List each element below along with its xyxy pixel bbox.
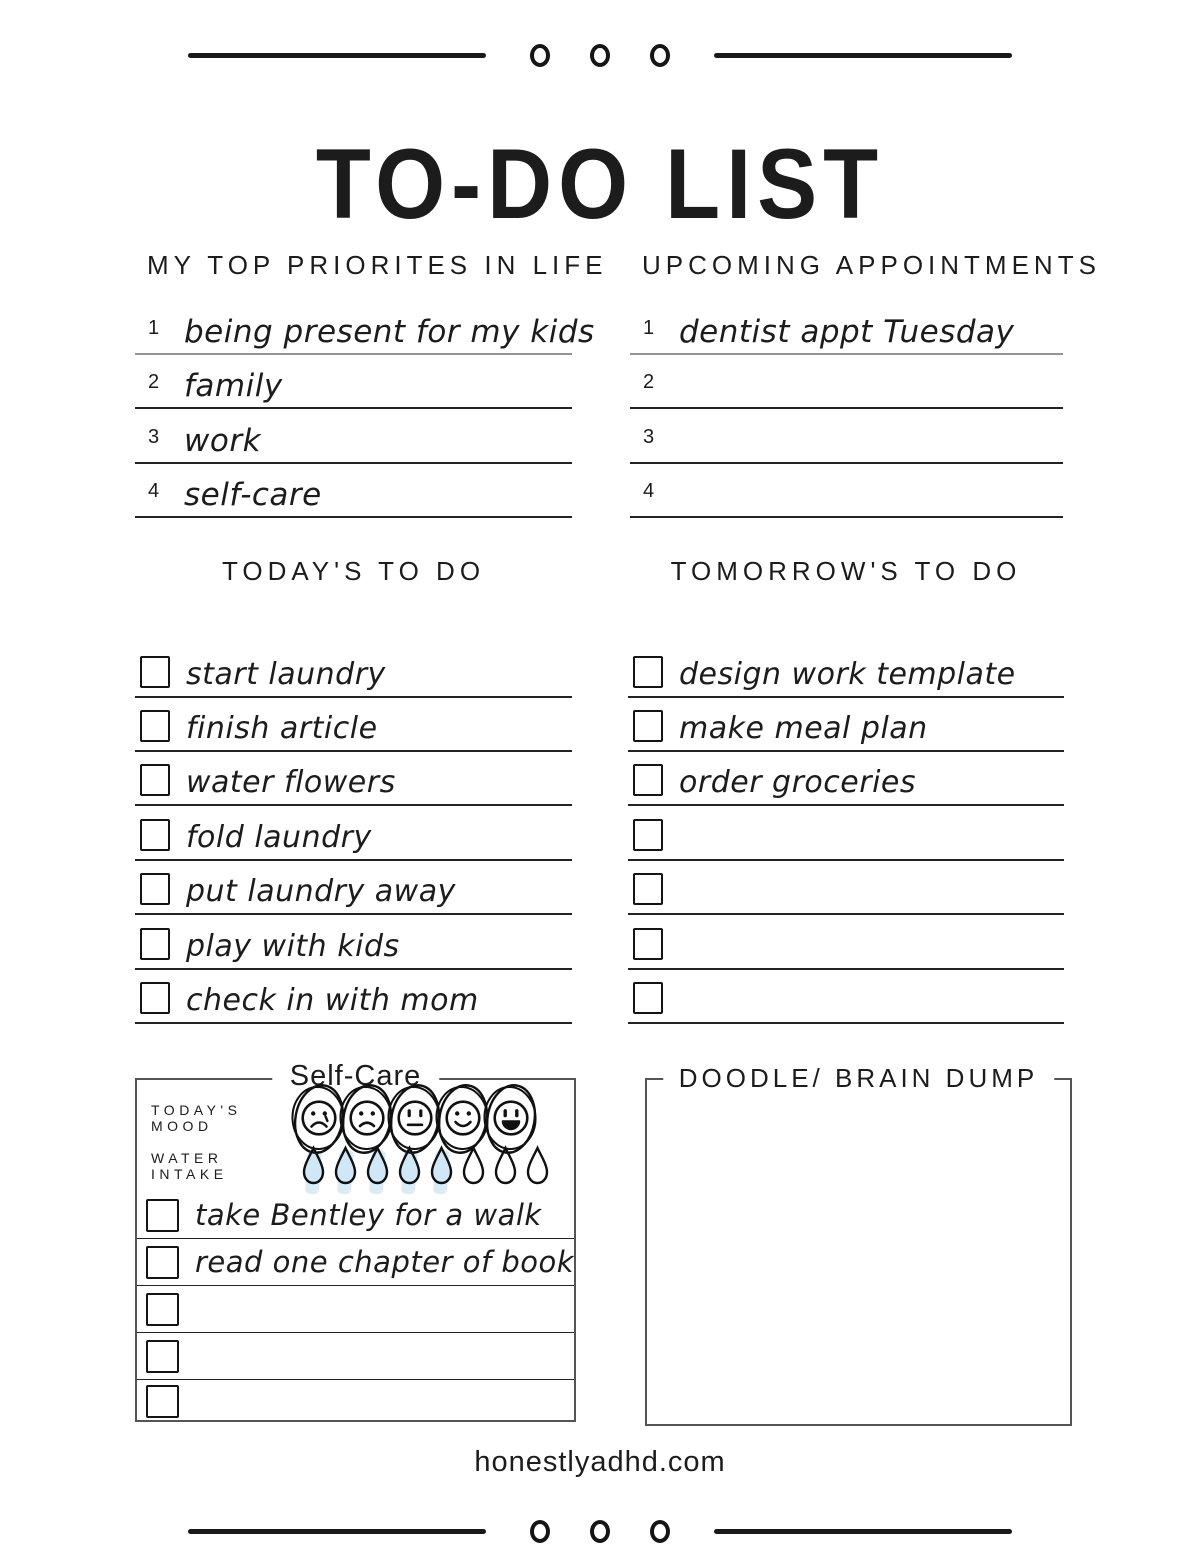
priority-row xyxy=(135,464,572,519)
divider-line xyxy=(714,1529,1012,1534)
doodle-heading: DOODLE/ BRAIN DUMP xyxy=(663,1063,1055,1094)
todo-row xyxy=(135,752,572,806)
today-rows xyxy=(135,643,572,1024)
todo-row xyxy=(628,861,1064,915)
selfcare-text: read one chapter of book xyxy=(195,1245,575,1279)
todo-checkbox[interactable] xyxy=(140,710,170,742)
bottom-divider xyxy=(188,1520,1012,1543)
ring-icon xyxy=(590,1520,610,1543)
todo-text: design work template xyxy=(679,656,1016,692)
todo-checkbox[interactable] xyxy=(633,764,663,796)
todo-row xyxy=(135,806,572,860)
water-drop-icon[interactable] xyxy=(491,1146,520,1186)
page-title: TO-DO LIST xyxy=(315,130,885,241)
todo-checkbox[interactable] xyxy=(633,928,663,960)
appointment-number: 3 xyxy=(643,425,655,448)
appointment-number: 1 xyxy=(643,316,655,339)
priority-row xyxy=(135,355,572,410)
appointment-number: 4 xyxy=(643,480,655,503)
tomorrow-rows xyxy=(628,643,1064,1024)
today-todo-section xyxy=(135,556,572,1024)
mood-very-happy-icon[interactable] xyxy=(491,1098,531,1138)
todo-checkbox[interactable] xyxy=(140,819,170,851)
todo-row xyxy=(628,915,1064,969)
divider-line xyxy=(188,1529,486,1534)
priorities-heading: MY TOP PRIORITES IN LIFE xyxy=(147,250,608,280)
appointments-heading: UPCOMING APPOINTMENTS xyxy=(642,250,1101,280)
todo-checkbox[interactable] xyxy=(140,982,170,1014)
divider-rings xyxy=(530,1520,670,1543)
todo-checkbox[interactable] xyxy=(633,710,663,742)
today-heading: TODAY'S TO DO xyxy=(221,556,486,586)
todo-text: check in with mom xyxy=(186,982,479,1018)
water-drop-icon[interactable] xyxy=(427,1146,456,1186)
selfcare-row xyxy=(137,1192,574,1239)
ring-icon xyxy=(650,1520,670,1543)
todo-text: order groceries xyxy=(679,765,916,801)
mood-faces xyxy=(299,1098,531,1138)
ring-icon xyxy=(530,1520,550,1543)
appointment-row xyxy=(630,464,1063,519)
selfcare-checkbox[interactable] xyxy=(146,1385,179,1418)
appointments-section xyxy=(630,250,1101,518)
ring-icon xyxy=(590,44,610,67)
todo-row xyxy=(628,806,1064,860)
priority-number: 2 xyxy=(148,371,160,394)
priority-number: 1 xyxy=(148,316,160,339)
todo-checkbox[interactable] xyxy=(633,982,663,1014)
todo-row xyxy=(135,861,572,915)
selfcare-checkbox[interactable] xyxy=(146,1199,179,1232)
water-label: WATER INTAKE xyxy=(151,1150,228,1182)
todo-checkbox[interactable] xyxy=(140,928,170,960)
appointment-number: 2 xyxy=(643,371,655,394)
todo-checkbox[interactable] xyxy=(140,873,170,905)
divider-line xyxy=(188,53,486,58)
top-divider xyxy=(188,44,1012,67)
ring-icon xyxy=(650,44,670,67)
water-drop-icon[interactable] xyxy=(363,1146,392,1186)
todo-row xyxy=(135,698,572,752)
todo-checkbox[interactable] xyxy=(633,819,663,851)
priority-row xyxy=(135,300,595,355)
todo-text: put laundry away xyxy=(186,874,456,910)
todo-text: finish article xyxy=(186,710,378,746)
selfcare-heading: Self-Care xyxy=(272,1060,440,1093)
selfcare-box xyxy=(135,1060,576,1422)
water-drop-icon[interactable] xyxy=(459,1146,488,1186)
todo-checkbox[interactable] xyxy=(140,764,170,796)
priority-number: 4 xyxy=(148,480,160,503)
water-drops xyxy=(299,1146,552,1186)
todo-checkbox[interactable] xyxy=(633,656,663,688)
mood-happy-icon[interactable] xyxy=(443,1098,483,1138)
todo-row xyxy=(628,643,1064,697)
todo-row xyxy=(135,643,572,697)
tomorrow-heading: TOMORROW'S TO DO xyxy=(670,556,1022,586)
site-footer: honestlyadhd.com xyxy=(474,1446,726,1478)
mood-crying-icon[interactable] xyxy=(299,1098,339,1138)
appointment-row xyxy=(630,409,1063,464)
selfcare-row xyxy=(137,1380,574,1424)
mood-label: TODAY'S MOOD xyxy=(151,1102,242,1134)
appointments-rows xyxy=(630,300,1063,518)
priority-text: family xyxy=(184,368,283,405)
todo-text: fold laundry xyxy=(186,819,372,855)
priorities-rows xyxy=(135,300,595,518)
todo-text: water flowers xyxy=(186,765,396,801)
water-row xyxy=(137,1140,574,1192)
todo-checkbox[interactable] xyxy=(140,656,170,688)
mood-row xyxy=(137,1096,574,1140)
water-drop-icon[interactable] xyxy=(523,1146,552,1186)
divider-rings xyxy=(530,44,670,67)
priority-text: work xyxy=(184,422,262,459)
priorities-section xyxy=(135,250,608,518)
divider-line xyxy=(714,53,1012,58)
todo-checkbox[interactable] xyxy=(633,873,663,905)
mood-sad-icon[interactable] xyxy=(347,1098,387,1138)
priority-text: self-care xyxy=(184,477,322,514)
priority-row xyxy=(135,409,572,464)
doodle-box xyxy=(645,1063,1072,1426)
priority-number: 3 xyxy=(148,425,160,448)
priority-text: being present for my kids xyxy=(184,313,595,350)
todo-row xyxy=(628,698,1064,752)
ring-icon xyxy=(530,44,550,67)
selfcare-text: take Bentley for a walk xyxy=(195,1198,542,1232)
todo-text: start laundry xyxy=(186,656,386,692)
todo-row xyxy=(135,970,572,1024)
water-drop-icon[interactable] xyxy=(299,1146,328,1186)
selfcare-checkbox[interactable] xyxy=(146,1246,179,1279)
todo-row xyxy=(628,752,1064,806)
todo-row xyxy=(135,915,572,969)
todo-text: play with kids xyxy=(186,928,400,964)
selfcare-checkbox[interactable] xyxy=(146,1293,179,1326)
todo-text: make meal plan xyxy=(679,710,928,746)
todo-row xyxy=(628,970,1064,1024)
selfcare-rows xyxy=(137,1192,574,1424)
selfcare-row xyxy=(137,1239,574,1286)
water-drop-icon[interactable] xyxy=(395,1146,424,1186)
appointment-row xyxy=(630,300,1063,355)
water-drop-icon[interactable] xyxy=(331,1146,360,1186)
selfcare-row xyxy=(137,1333,574,1380)
appointment-text: dentist appt Tuesday xyxy=(679,313,1015,350)
mood-neutral-icon[interactable] xyxy=(395,1098,435,1138)
tomorrow-todo-section xyxy=(628,556,1064,1024)
selfcare-checkbox[interactable] xyxy=(146,1340,179,1373)
selfcare-row xyxy=(137,1286,574,1333)
appointment-row xyxy=(630,355,1063,410)
